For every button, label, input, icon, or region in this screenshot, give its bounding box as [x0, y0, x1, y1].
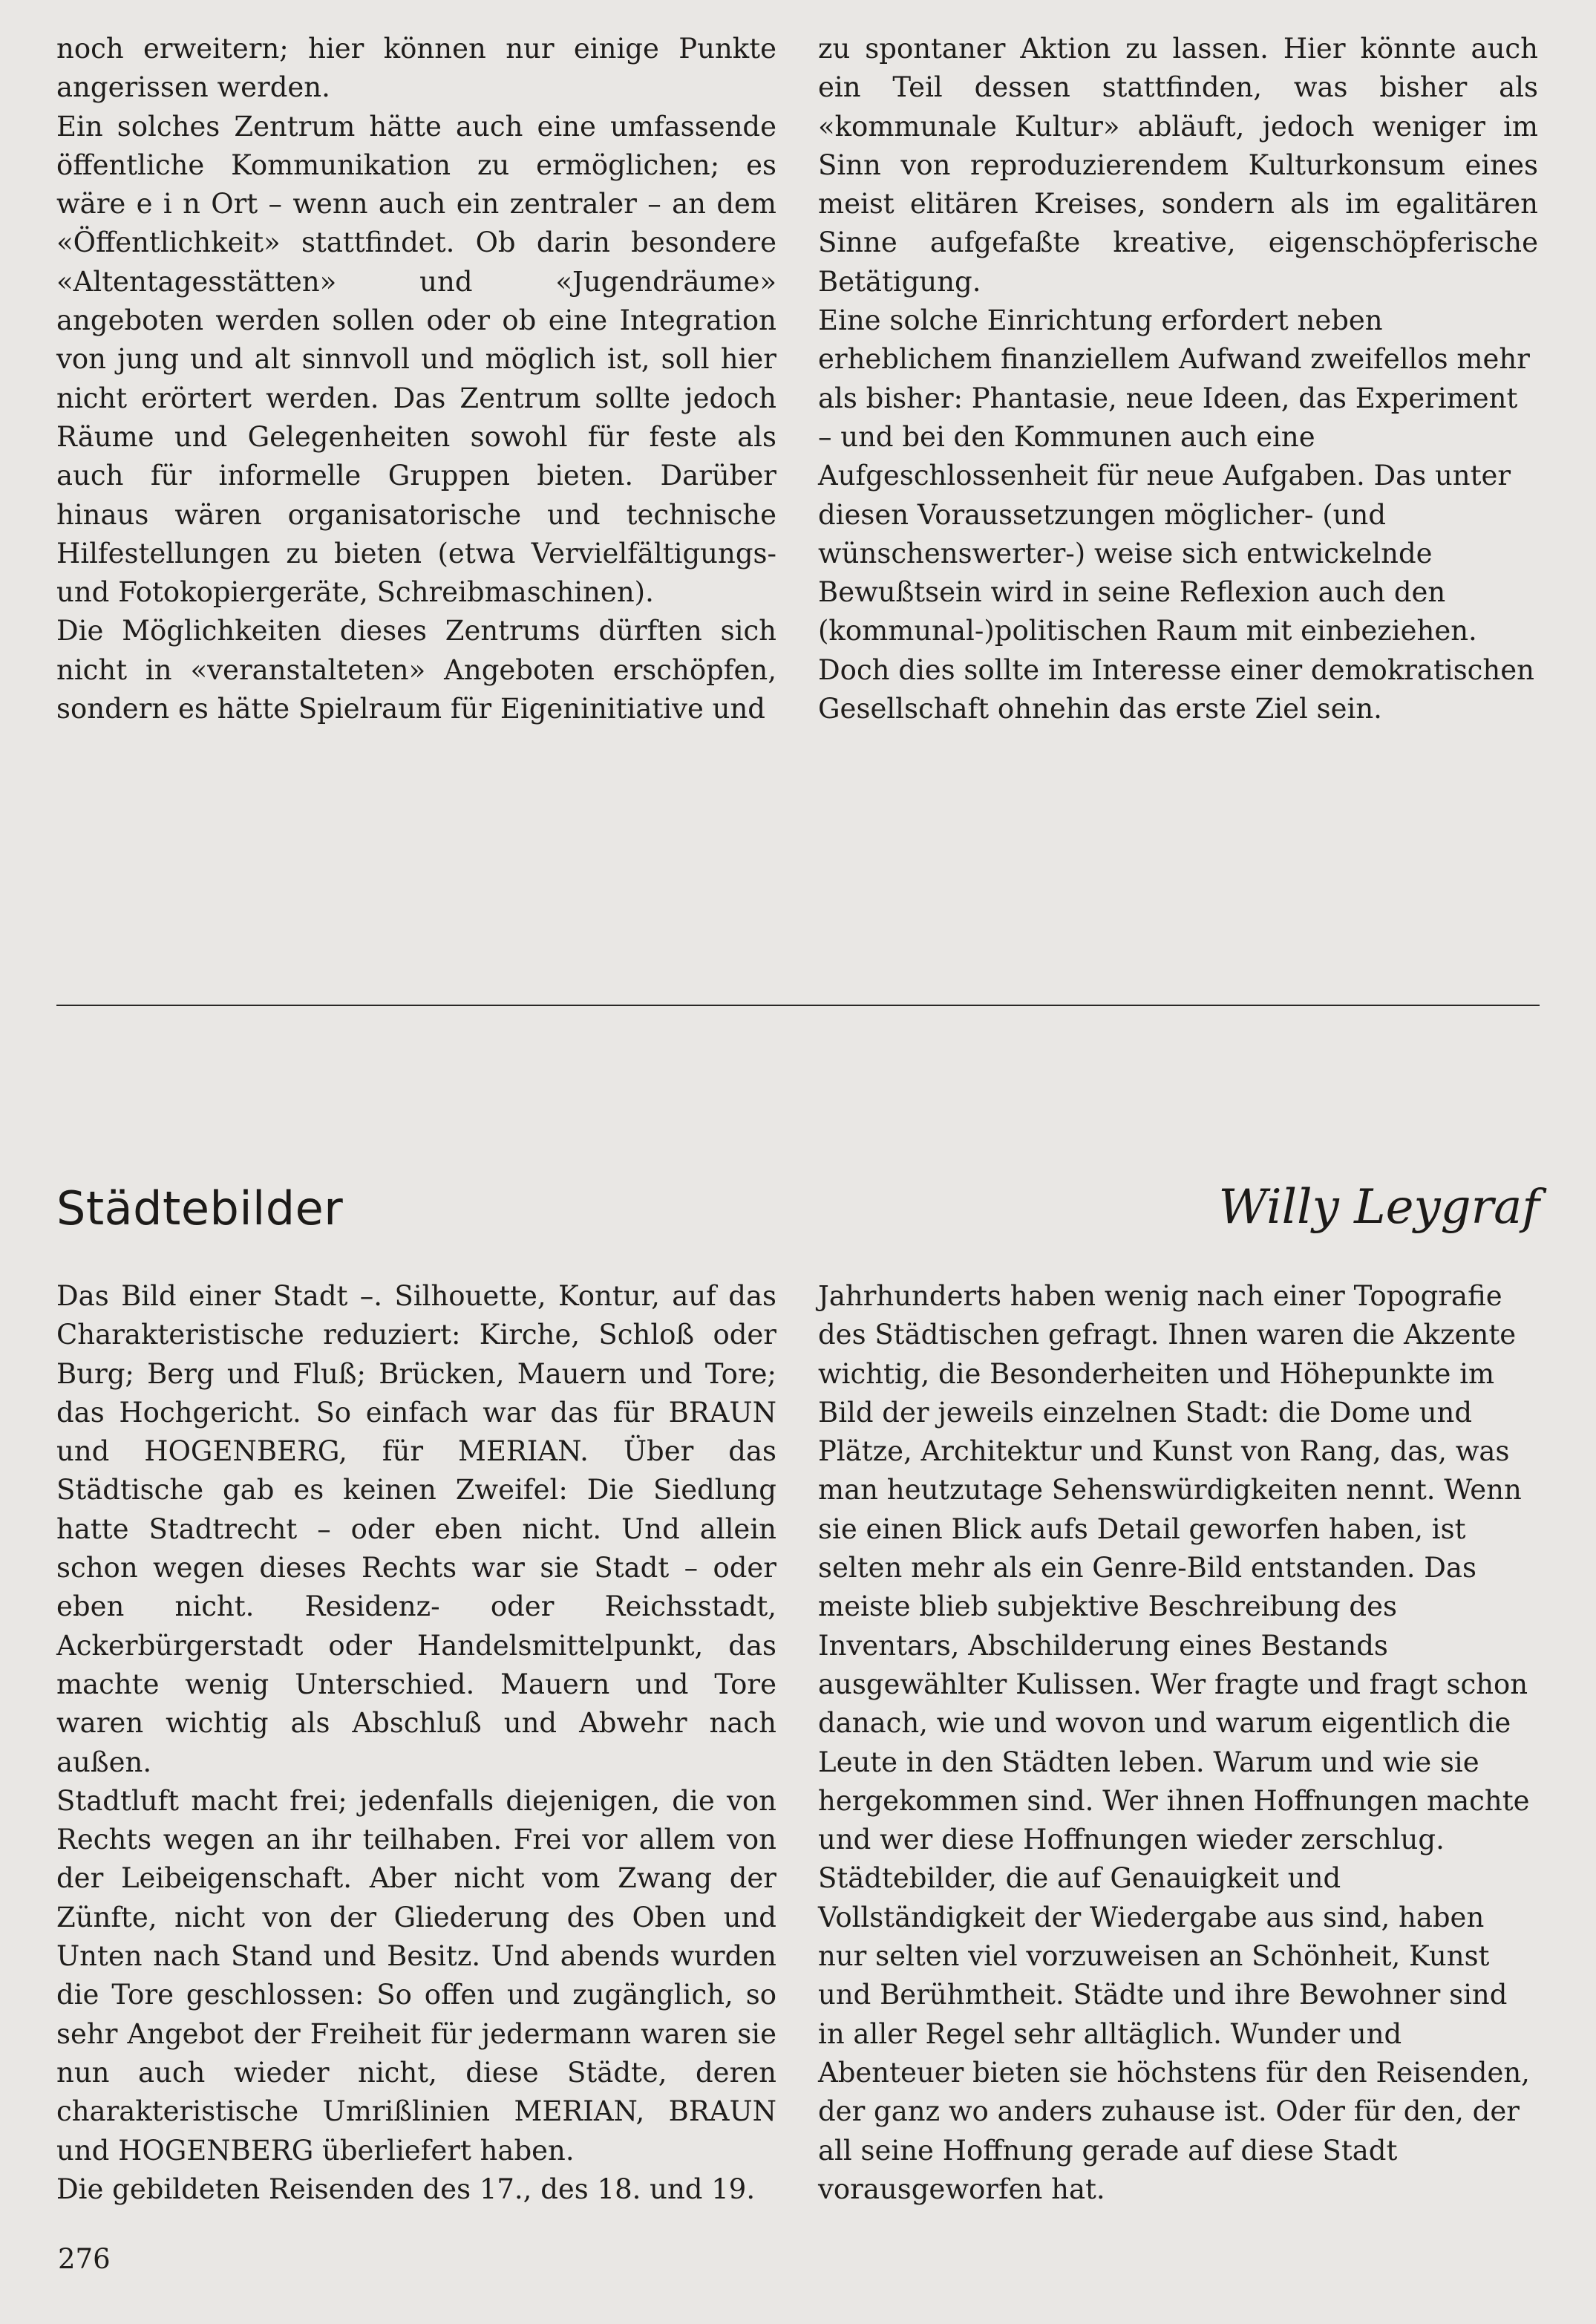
- upper-article-left-column: [56, 30, 776, 728]
- paragraph: Stadtluft macht frei; jedenfalls diejenigen, die von Rechts wegen an ihr teilhaben. Frei vor allem von der Leibeigenschaft. Aber nicht vom Zwang der Zünfte, nicht von der Gliederung des Oben und Unten nach Stand und Besitz. Und abends wurden die Tore geschlossen: So offen und zugänglich, so sehr Angebot der Freiheit für jedermann waren sie nun auch wieder nicht, diese Städte, deren charakteristische Umrißlinien MERIAN, BRAUN und HOGENBERG überliefert haben.: [56, 1784, 776, 2167]
- lower-article-left-column: [56, 1277, 776, 2209]
- lower-article-right-column: [818, 1277, 1538, 2209]
- paragraph: Eine solche Einrichtung erfordert neben erheblichem finanziellem Aufwand zweifellos mehr als bisher: Phantasie, neue Ideen, das Experiment – und bei den Kommunen auch eine Aufgeschlossenheit für neue Aufgaben. Das unter diesen Voraussetzungen möglicher- (und wünschenswerter-) weise sich entwickelnde Bewußtsein wird in seine Reflexion auch den (kommunal-)politischen Raum mit einbeziehen. Doch dies sollte im Interesse einer demokratischen Gesellschaft ohnehin das erste Ziel sein.: [818, 304, 1534, 725]
- paragraph: Jahrhunderts haben wenig nach einer Topografie des Städtischen gefragt. Ihnen waren die Akzente wichtig, die Besonderheiten und Höhepunkte im Bild der jeweils einzelnen Stadt: die Dome und Plätze, Architektur und Kunst von Rang, das, was man heutzutage Sehenswürdigkeiten nennt. Wenn sie einen Blick aufs Detail geworfen haben, ist selten mehr als ein Genre-Bild entstanden. Das meiste blieb subjektive Beschreibung des Inventars, Abschilderung eines Bestands ausgewählter Kulissen. Wer fragte und fragt schon danach, wie und wovon und warum eigentlich die Leute in den Städten leben. Warum und wie sie hergekommen sind. Wer ihnen Hoffnungen machte und wer diese Hoffnungen wieder zerschlug. Städtebilder, die auf Genauigkeit und Vollständigkeit der Wiedergabe aus sind, haben nur selten viel vorzuweisen an Schönheit, Kunst und Berühmtheit. Städte und ihre Bewohner sind in aller Regel sehr alltäglich. Wunder und Abenteuer bieten sie höchstens für den Reisenden, der ganz wo anders zuhause ist. Oder für den, der all seine Hoffnung gerade auf diese Stadt vorausgeworfen hat.: [818, 1280, 1530, 2205]
- article-title: Städtebilder: [56, 1181, 344, 1236]
- paragraph: Die gebildeten Reisenden des 17., des 18. und 19.: [56, 2173, 756, 2205]
- article-author: Willy Leygraf: [1218, 1180, 1540, 1235]
- paragraph: Die Möglichkeiten dieses Zentrums dürften sich nicht in «veranstalteten» Angeboten erschöpfen, sondern es hätte Spielraum für Eigeninitiative und: [56, 615, 776, 725]
- paragraph: zu spontaner Aktion zu lassen. Hier könnte auch ein Teil dessen stattfinden, was bisher als «kommunale Kultur» abläuft, jedoch weniger im Sinn von reproduzierendem Kulturkonsum eines meist elitären Kreises, sondern als im egalitären Sinne aufgefaßte kreative, eigenschöpferische Betätigung.: [818, 33, 1538, 298]
- paragraph: noch erweitern; hier können nur einige Punkte angerissen werden.: [56, 33, 776, 104]
- paragraph: Ein solches Zentrum hätte auch eine umfassende öffentliche Kommunikation zu ermöglichen; es wäre e i n Ort – wenn auch ein zentraler – an dem «Öffentlichkeit» stattfindet. Ob darin besondere «Altentagesstätten» und «Jugendräume» angeboten werden sollen oder ob eine Integration von jung und alt sinnvoll und möglich ist, soll hier nicht erörtert werden. Das Zentrum sollte jedoch Räume und Gelegenheiten sowohl für feste als auch für informelle Gruppen bieten. Darüber hinaus wären organisatorische und technische Hilfestellungen zu bieten (etwa Vervielfältigungs- und Fotokopiergeräte, Schreibmaschinen).: [56, 110, 776, 609]
- page-number: 276: [58, 2243, 111, 2275]
- section-divider: [56, 1005, 1540, 1006]
- paragraph: Das Bild einer Stadt –. Silhouette, Kontur, auf das Charakteristische reduziert: Kirche, Schloß oder Burg; Berg und Fluß; Brücken, Mauern und Tore; das Hochgericht. So einfach war das für BRAUN und HOGENBERG, für MERIAN. Über das Städtische gab es keinen Zweifel: Die Siedlung hatte Stadtrecht – oder eben nicht. Und allein schon wegen dieses Rechts war sie Stadt – oder eben nicht. Residenz- oder Reichsstadt, Ackerbürgerstadt oder Handelsmittelpunkt, das machte wenig Unterschied. Mauern und Tore waren wichtig als Abschluß und Abwehr nach außen.: [56, 1280, 776, 1778]
- upper-article-right-column: [818, 30, 1538, 728]
